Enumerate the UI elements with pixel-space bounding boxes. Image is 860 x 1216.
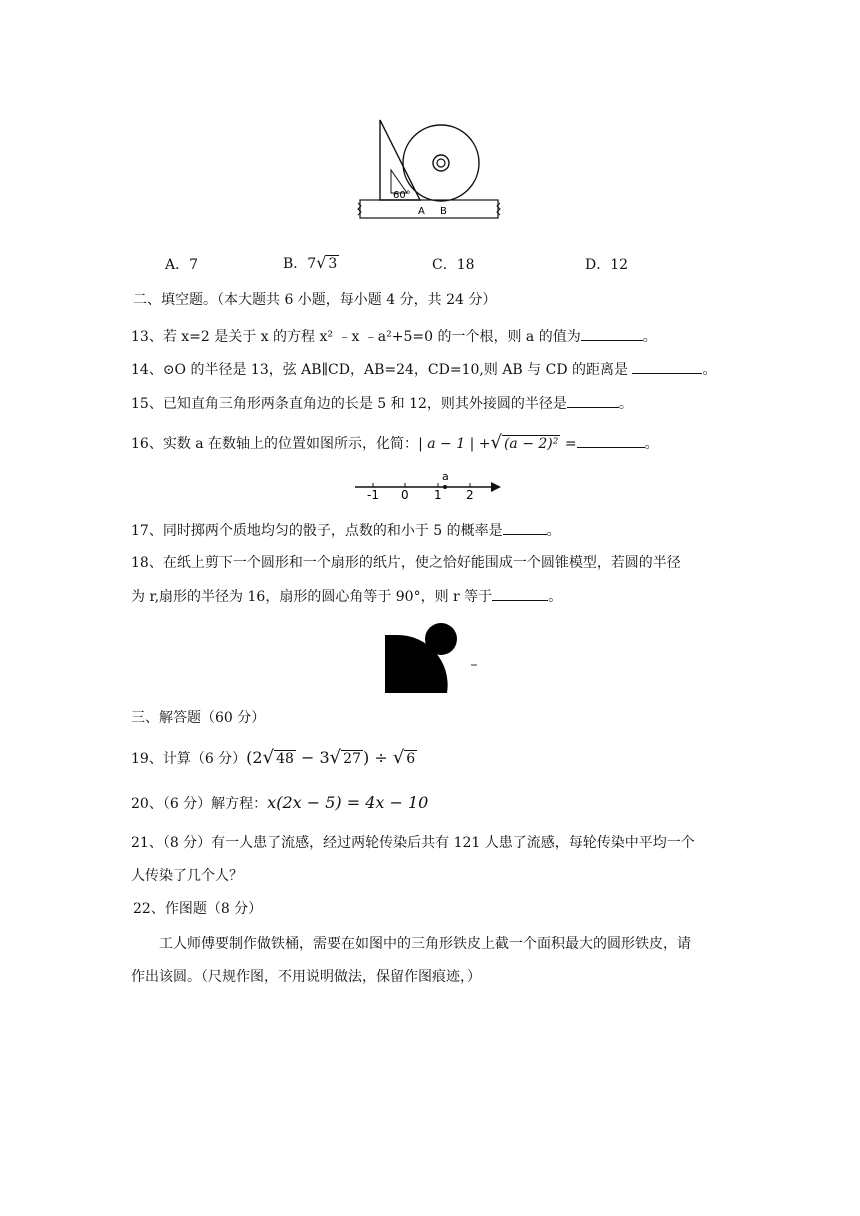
option-d: D．12 [585,257,629,273]
q19-expr-b: − 3 [295,748,330,767]
q13-end: 。 [642,329,657,345]
question-17 [131,520,561,541]
question-22-line1: 工人师傅要制作做铁桶，需要在如图中的三角形铁皮上截一个面积最大的圆形铁皮，请 [159,936,691,952]
q20-expr: x(2x − 5) = 4x − 10 [267,793,429,812]
q19-rad1: 48 [276,751,294,767]
q14-text: 14、⊙O 的半径是 13，弦 AB∥CD，AB=24，CD=10,则 AB 与 CD 的距离是 [131,362,633,378]
q16-abs: | a − 1 | + [418,436,491,452]
q19-expr-a: (2 [246,748,263,767]
disc [403,125,479,201]
q16-radicand: (a − 2)² [503,436,559,452]
q16-blank[interactable] [577,433,645,448]
angle-label: 60° [393,190,411,201]
tick-label-neg1: -1 [367,488,379,502]
q15-end: 。 [618,396,633,412]
q16-end: 。 [644,436,659,452]
q19-rad3: 6 [406,751,416,767]
question-13 [131,326,657,347]
q15-text: 15、已知直角三角形两条直角边的长是 5 和 12，则其外接圆的半径是 [131,396,567,412]
section2-title: 二、填空题。（本大题共 6 小题，每小题 4 分，共 24 分） [133,292,497,308]
question-21-line1: 21、（8 分）有一人患了流感，经过两轮传染后共有 121 人患了流感，每轮传染中平均一个 [131,835,695,851]
q14-end: 。 [702,362,717,378]
point-b-label: B [440,206,447,217]
question-22-title: 22、作图题（8 分） [133,901,263,917]
question-19: 19、计算（6 分）(2√ 48 − 3√ 27 ) ÷ √ 6 [131,747,416,768]
q18-text: 为 r,扇形的半径为 16，扇形的圆心角等于 90°，则 r 等于 [131,589,493,605]
q15-blank[interactable] [567,393,619,408]
q17-blank[interactable] [503,520,547,535]
tick-label-1: 1 [434,488,442,502]
sector-circle-figure [383,617,483,697]
q13-text: 13、若 x=2 是关于 x 的方程 x² ﹣x ﹣a²+5=0 的一个根，则 a 的值为 [131,329,581,345]
q17-end: 。 [546,523,561,539]
q20-text: 20、（6 分）解方程： [131,796,268,812]
question-22-line2: 作出该圆。（尺规作图，不用说明做法，保留作图痕迹，） [131,969,481,985]
question-14 [131,359,716,380]
question-18-line1: 18、在纸上剪下一个圆形和一个扇形的纸片，使之恰好能围成一个圆锥模型，若圆的半径 [131,555,681,571]
q17-text: 17、同时掷两个质地均匀的骰子，点数的和小于 5 的概率是 [131,523,503,539]
question-15 [131,393,633,414]
question-21-line2: 人传染了几个人？ [131,868,243,884]
question-20 [131,793,428,814]
figure-base [360,200,498,218]
number-line [353,468,505,502]
q16-eq: = [560,436,577,452]
point-a-label: A [418,206,425,217]
q18-blank[interactable] [492,586,548,601]
triangle-disc-figure [355,115,503,225]
option-b-radicand: 3 [328,256,338,272]
option-a: A．7 [165,257,199,273]
tick-label-0: 0 [401,488,409,502]
option-b-prefix: B．7 [283,256,317,272]
question-16: 16、实数 a 在数轴上的位置如图所示，化简：| a − 1 | +√ (a − 2)² = 。 [131,432,659,453]
question-18-line2 [131,586,562,607]
q14-blank[interactable] [632,359,702,374]
q19-text: 19、计算（6 分） [131,751,247,767]
q19-expr-c: ) ÷ [362,748,393,767]
triangle-ruler [380,120,420,200]
q19-rad2: 27 [343,751,361,767]
q16-text: 16、实数 a 在数轴上的位置如图所示，化简： [131,436,419,452]
point-a-label: a [442,470,449,483]
q18-end: 。 [548,589,563,605]
section3-title: 三、解答题（60 分） [131,710,266,726]
q13-blank[interactable] [581,326,643,341]
circle-shape [425,623,457,655]
tick-label-2: 2 [466,488,474,502]
option-b: B．7√ 3 [283,253,338,272]
option-c: C．18 [432,257,475,273]
